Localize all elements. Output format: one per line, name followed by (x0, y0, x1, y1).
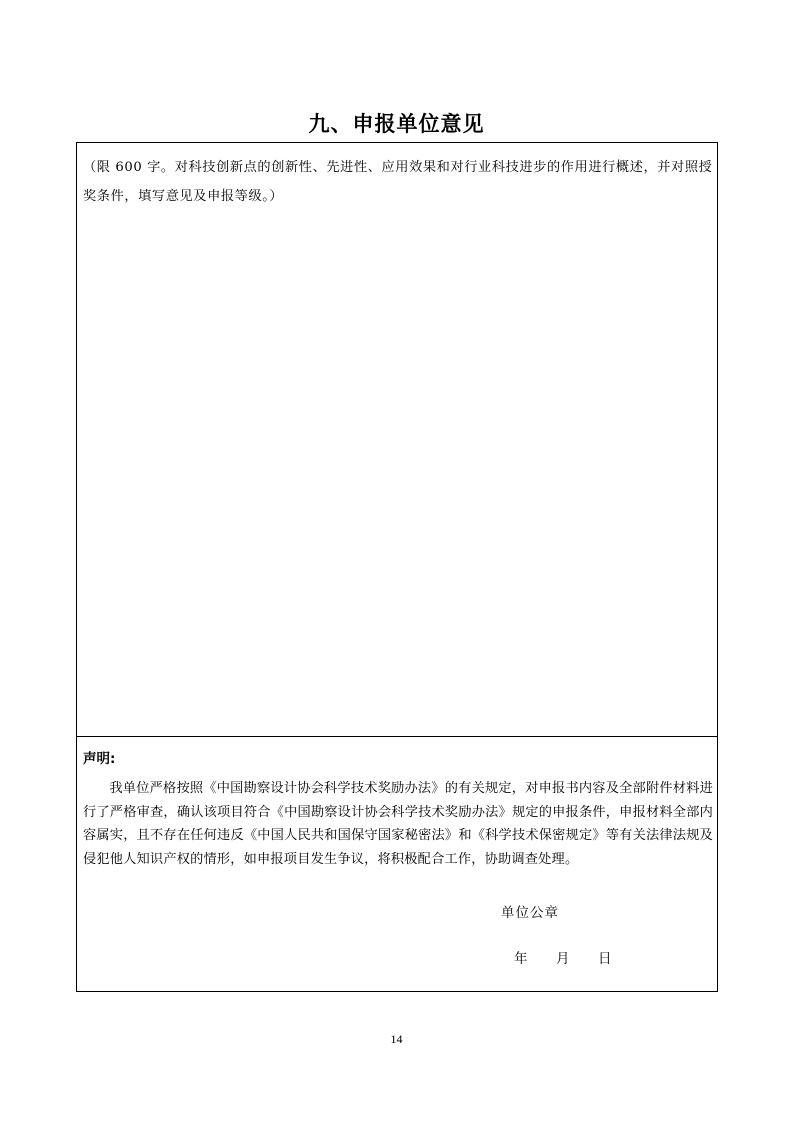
date-year-label: 年 (514, 951, 528, 967)
page-title: 九、申报单位意见 (308, 112, 485, 136)
opinion-instructions: （限 600 字。对科技创新点的创新性、先进性、应用效果和对行业科技进步的作用进行概述，并对照授奖条件，填写意见及申报等级。） (83, 160, 713, 204)
opinion-input-area[interactable] (77, 143, 717, 737)
declaration-heading: 声明: (83, 751, 116, 767)
unit-seal-label: 单位公章 (501, 905, 559, 921)
opinion-form-table (76, 142, 718, 992)
declaration-section (77, 737, 717, 991)
declaration-body: 我单位严格按照《中国勘察设计协会科学技术奖励办法》的有关规定，对申报书内容及全部附件材料进行了严格审查，确认该项目符合《中国勘察设计协会科学技术奖励办法》规定的申报条件，申报材料全部内容属实，且不存在任何违反《中国人民共和国保守国家秘密法》和《科学技术保密规定》等有关法律法规及侵犯他人知识产权的情形，如申报项目发生争议，将积极配合工作，协助调查处理。 (83, 781, 713, 867)
date-row (514, 947, 618, 967)
page-number: 14 (390, 1032, 403, 1046)
date-month-label: 月 (556, 951, 570, 967)
date-day-label: 日 (598, 951, 612, 967)
